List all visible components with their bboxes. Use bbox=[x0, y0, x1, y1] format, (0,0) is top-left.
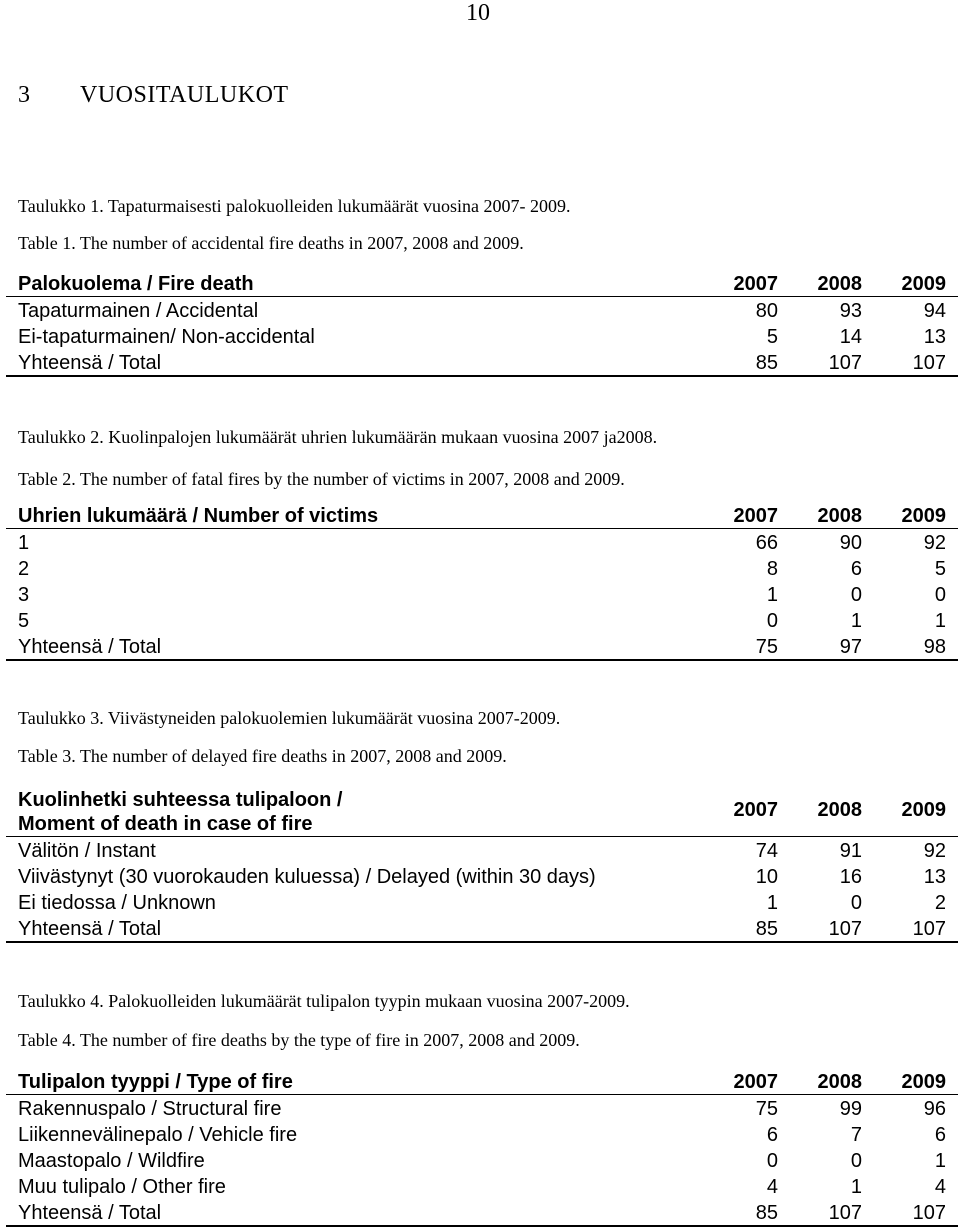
header-2007: 2007 bbox=[686, 502, 790, 529]
table-header-row bbox=[6, 784, 958, 837]
cell-2008: 91 bbox=[839, 840, 862, 862]
cell-2008: 99 bbox=[839, 1098, 862, 1120]
table-4 bbox=[6, 1068, 958, 1227]
header-2008: 2008 bbox=[790, 270, 874, 297]
header-2009: 2009 bbox=[874, 502, 958, 529]
cell-2007: 0 bbox=[766, 1150, 778, 1172]
cell-2008: 0 bbox=[850, 584, 862, 606]
cell-2007: 75 bbox=[686, 633, 790, 660]
cell-2008: 93 bbox=[839, 300, 862, 322]
table-row bbox=[6, 323, 958, 349]
header-label: Uhrien lukumäärä / Number of victims bbox=[6, 502, 686, 529]
table-3-caption-en: Table 3. The number of delayed fire deaths in 2007, 2008 and 2009. bbox=[18, 746, 507, 766]
row-label: 3 bbox=[18, 584, 30, 606]
row-label: 1 bbox=[18, 532, 30, 554]
cell-2007: 4 bbox=[766, 1176, 778, 1198]
table-row bbox=[6, 529, 958, 556]
cell-2009: 96 bbox=[923, 1098, 946, 1120]
table-3 bbox=[6, 784, 958, 943]
cell-2008: 14 bbox=[839, 326, 862, 348]
cell-2009: 107 bbox=[874, 1199, 958, 1226]
cell-2009: 13 bbox=[923, 866, 946, 888]
table-row bbox=[6, 581, 958, 607]
header-2009: 2009 bbox=[874, 1068, 958, 1095]
cell-2009: 6 bbox=[934, 1124, 946, 1146]
cell-2007: 66 bbox=[755, 532, 778, 554]
table-row bbox=[6, 607, 958, 633]
table-1-caption-en: Table 1. The number of accidental fire deaths in 2007, 2008 and 2009. bbox=[18, 233, 524, 253]
table-row bbox=[6, 1121, 958, 1147]
cell-2009: 13 bbox=[923, 326, 946, 348]
cell-2007: 85 bbox=[686, 1199, 790, 1226]
table-row bbox=[6, 297, 958, 324]
table-4-caption-fi: Taulukko 4. Palokuolleiden lukumäärät tulipalon tyypin mukaan vuosina 2007-2009. bbox=[18, 991, 630, 1011]
row-label: Viivästynyt (30 vuorokauden kuluessa) / Delayed (within 30 days) bbox=[18, 866, 596, 888]
cell-2009: 1 bbox=[934, 1150, 946, 1172]
row-label: Maastopalo / Wildfire bbox=[18, 1150, 205, 1172]
table-1 bbox=[6, 270, 958, 377]
row-label: Tapaturmainen / Accidental bbox=[18, 300, 259, 322]
row-label: Ei tiedossa / Unknown bbox=[18, 892, 216, 914]
cell-2009: 4 bbox=[934, 1176, 946, 1198]
section-title: VUOSITAULUKOT bbox=[80, 82, 289, 108]
page-number: 10 bbox=[466, 0, 490, 26]
cell-2008: 97 bbox=[790, 633, 874, 660]
table-row bbox=[6, 1173, 958, 1199]
row-label: Välitön / Instant bbox=[18, 840, 156, 862]
cell-2009: 92 bbox=[923, 840, 946, 862]
cell-2008: 0 bbox=[850, 892, 862, 914]
cell-2008: 107 bbox=[790, 1199, 874, 1226]
table-row bbox=[6, 889, 958, 915]
table-total-row bbox=[6, 1199, 958, 1226]
header-2008: 2008 bbox=[790, 784, 874, 837]
header-2009: 2009 bbox=[874, 270, 958, 297]
row-label: Ei-tapaturmainen/ Non-accidental bbox=[18, 326, 315, 348]
cell-2008: 107 bbox=[790, 349, 874, 376]
table-row bbox=[6, 863, 958, 889]
row-label: Yhteensä / Total bbox=[6, 915, 686, 942]
cell-2007: 85 bbox=[686, 915, 790, 942]
cell-2008: 0 bbox=[850, 1150, 862, 1172]
row-label: Liikennevälinepalo / Vehicle fire bbox=[18, 1124, 298, 1146]
table-2 bbox=[6, 502, 958, 661]
table-row bbox=[6, 1095, 958, 1122]
table-1-caption-fi: Taulukko 1. Tapaturmaisesti palokuolleiden lukumäärät vuosina 2007- 2009. bbox=[18, 196, 571, 216]
table-total-row bbox=[6, 633, 958, 660]
cell-2009: 1 bbox=[934, 610, 946, 632]
cell-2007: 1 bbox=[766, 892, 778, 914]
table-header-row bbox=[6, 270, 958, 297]
table-header-row bbox=[6, 1068, 958, 1095]
row-label: Rakennuspalo / Structural fire bbox=[18, 1098, 282, 1120]
cell-2009: 98 bbox=[874, 633, 958, 660]
cell-2008: 16 bbox=[839, 866, 862, 888]
header-label-line-2: Moment of death in case of fire bbox=[18, 813, 313, 835]
section-heading bbox=[18, 82, 289, 109]
cell-2009: 5 bbox=[934, 558, 946, 580]
cell-2008: 7 bbox=[850, 1124, 862, 1146]
cell-2007: 6 bbox=[766, 1124, 778, 1146]
cell-2008: 90 bbox=[839, 532, 862, 554]
header-2007: 2007 bbox=[686, 784, 790, 837]
cell-2007: 5 bbox=[766, 326, 778, 348]
table-row bbox=[6, 555, 958, 581]
section-number: 3 bbox=[18, 82, 31, 108]
header-2008: 2008 bbox=[790, 1068, 874, 1095]
cell-2008: 1 bbox=[850, 610, 862, 632]
cell-2007: 74 bbox=[755, 840, 778, 862]
cell-2007: 10 bbox=[755, 866, 778, 888]
cell-2008: 107 bbox=[790, 915, 874, 942]
table-2-caption-en: Table 2. The number of fatal fires by the number of victims in 2007, 2008 and 2009. bbox=[18, 469, 625, 489]
row-label: 2 bbox=[18, 558, 30, 580]
cell-2008: 1 bbox=[850, 1176, 862, 1198]
row-label: Yhteensä / Total bbox=[6, 1199, 686, 1226]
cell-2007: 85 bbox=[686, 349, 790, 376]
cell-2008: 6 bbox=[850, 558, 862, 580]
table-row bbox=[6, 1147, 958, 1173]
cell-2009: 2 bbox=[934, 892, 946, 914]
table-row bbox=[6, 837, 958, 864]
header-label-line-1: Kuolinhetki suhteessa tulipaloon / bbox=[18, 789, 343, 811]
cell-2009: 92 bbox=[923, 532, 946, 554]
cell-2009: 107 bbox=[874, 915, 958, 942]
table-total-row bbox=[6, 915, 958, 942]
table-2-caption-fi: Taulukko 2. Kuolinpalojen lukumäärät uhrien lukumäärän mukaan vuosina 2007 ja2008. bbox=[18, 427, 658, 447]
cell-2007: 75 bbox=[755, 1098, 778, 1120]
header-2009: 2009 bbox=[874, 784, 958, 837]
row-label: Yhteensä / Total bbox=[6, 633, 686, 660]
cell-2009: 0 bbox=[934, 584, 946, 606]
cell-2009: 94 bbox=[923, 300, 946, 322]
row-label: Yhteensä / Total bbox=[6, 349, 686, 376]
header-label: Tulipalon tyyppi / Type of fire bbox=[6, 1068, 686, 1095]
cell-2007: 8 bbox=[766, 558, 778, 580]
header-2007: 2007 bbox=[686, 1068, 790, 1095]
row-label: 5 bbox=[18, 610, 30, 632]
header-label: Palokuolema / Fire death bbox=[6, 270, 686, 297]
table-4-caption-en: Table 4. The number of fire deaths by the type of fire in 2007, 2008 and 2009. bbox=[18, 1030, 580, 1050]
cell-2007: 0 bbox=[766, 610, 778, 632]
row-label: Muu tulipalo / Other fire bbox=[18, 1176, 226, 1198]
header-2008: 2008 bbox=[790, 502, 874, 529]
table-header-row bbox=[6, 502, 958, 529]
header-label bbox=[6, 784, 686, 837]
cell-2007: 80 bbox=[755, 300, 778, 322]
table-total-row bbox=[6, 349, 958, 376]
cell-2009: 107 bbox=[874, 349, 958, 376]
cell-2007: 1 bbox=[766, 584, 778, 606]
table-3-caption-fi: Taulukko 3. Viivästyneiden palokuolemien lukumäärät vuosina 2007-2009. bbox=[18, 708, 561, 728]
header-2007: 2007 bbox=[686, 270, 790, 297]
